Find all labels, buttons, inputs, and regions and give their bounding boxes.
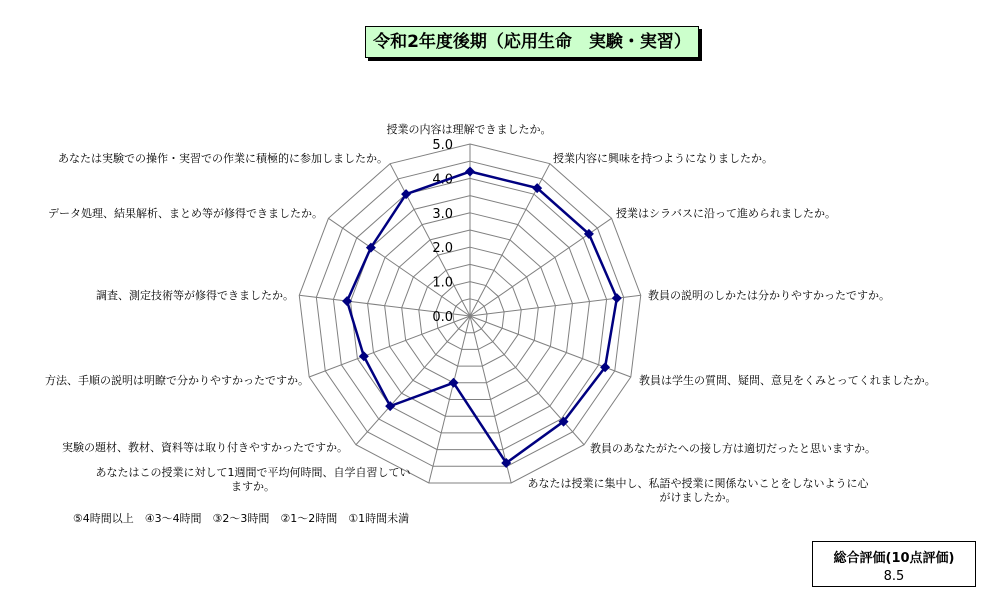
tick-label: 2.0	[432, 241, 453, 257]
overall-score-value: 8.5	[883, 569, 905, 584]
category-label: 調査、測定技術等が修得できましたか。	[96, 289, 294, 302]
data-point	[612, 293, 622, 303]
category-label: 授業内容に興味を持つようになりましたか。	[553, 152, 773, 165]
overall-score-box	[812, 541, 976, 587]
data-point	[359, 351, 369, 361]
grid-spoke	[470, 316, 584, 445]
category-label: データ処理、結果解析、まとめ等が修得できましたか。	[48, 207, 323, 220]
category-label: あなたはこの授業に対して1週間で平均何時間、自学自習していますか。	[95, 466, 411, 493]
tick-label: 5.0	[432, 138, 453, 153]
category-label: 実験の題材、教材、資料等は取り付きやすかったですか。	[62, 441, 348, 454]
tick-label: 0.0	[432, 310, 453, 325]
chart-title: 令和2年度後期（応用生命 実験・実習）	[365, 26, 699, 58]
category-label: 教員は学生の質問、疑問、意見をくみとってくれましたか。	[639, 374, 936, 387]
category-label: 教員のあなたがたへの接し方は適切だったと思いますか。	[590, 442, 876, 455]
tick-label: 1.0	[432, 275, 453, 291]
overall-score-label: 総合評価(10点評価)	[833, 551, 955, 566]
radar-series	[342, 167, 622, 468]
category-label: あなたは授業に集中し、私語や授業に関係ないことをしないように心がけましたか。	[527, 477, 869, 504]
hours-annotation: ⑤4時間以上 ④3～4時間 ③2～3時間 ②1～2時間 ①1時間未満	[72, 512, 410, 525]
category-label: 教員の説明のしかたは分かりやすかったですか。	[648, 289, 890, 302]
grid-spoke	[309, 316, 470, 377]
data-point	[465, 167, 475, 177]
tick-label: 4.0	[432, 172, 453, 188]
category-label: 授業はシラバスに沿って進められましたか。	[616, 207, 836, 220]
tick-label: 3.0	[432, 206, 453, 222]
category-label: 授業の内容は理解できましたか。	[386, 123, 552, 136]
category-label: 方法、手順の説明は明瞭で分かりやすかったですか。	[45, 374, 309, 387]
category-label: あなたは実験での操作・実習での作業に積極的に参加しましたか。	[58, 152, 388, 165]
